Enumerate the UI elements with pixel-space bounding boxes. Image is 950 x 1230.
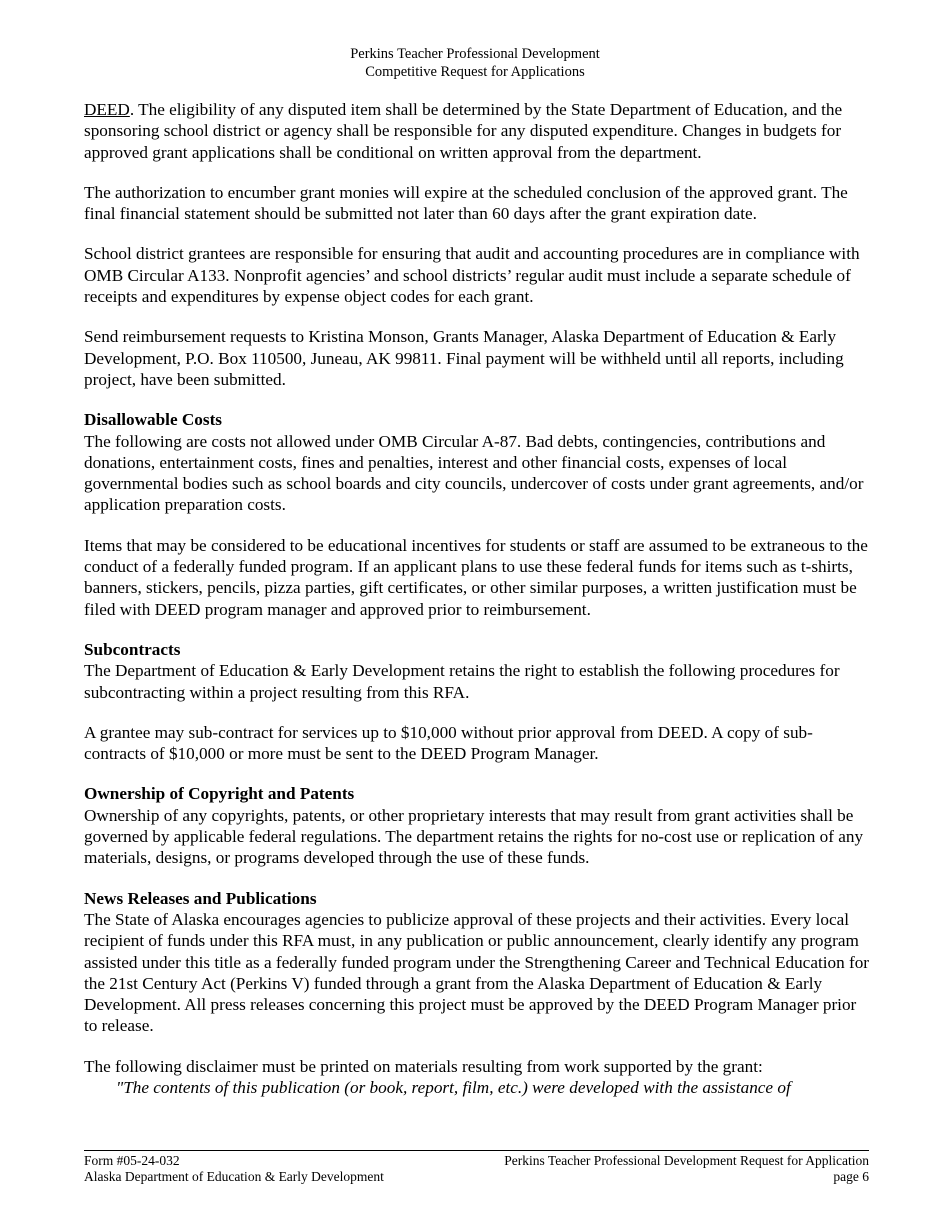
section-subcontracts xyxy=(84,639,870,703)
footer-divider xyxy=(84,1150,869,1151)
header-title: Perkins Teacher Professional Development xyxy=(350,46,600,62)
paragraph-disallowable-costs: The following are costs not allowed under OMB Circular A-87. Bad debts, contingencies, contributions and donations, entertainment costs, fines and penalties, interest and other financial costs, expenses of local governmental bodies such as school boards and city councils, undercover of costs under grant agreements, and/or application preparation costs. xyxy=(84,431,864,515)
page-header xyxy=(0,45,950,81)
section-copyright-patents xyxy=(84,783,870,868)
paragraph-reimbursement-requests: Send reimbursement requests to Kristina Monson, Grants Manager, Alaska Department of Education & Early Development, P.O. Box 110500, Juneau, AK 99811. Final payment will be withheld until all reports, including project, have been submitted. xyxy=(84,327,844,389)
footer-doc-title: Perkins Teacher Professional Development Request for Application xyxy=(504,1153,869,1168)
paragraph-copyright-patents: Ownership of any copyrights, patents, or other proprietary interests that may result from grant activities shall be governed by applicable federal regulations. The department retains the rights for no-cost use or replication of any materials, designs, or programs developed through the use of these funds. xyxy=(84,805,864,868)
document-body xyxy=(84,99,870,1098)
section-disallowable-costs xyxy=(84,409,870,515)
paragraph-news-releases: The State of Alaska encourages agencies to publicize approval of these projects and their activities. Every local recipient of funds under this RFA must, in any publication or public announcement, clearly identify any program assisted under this title as a federally funded program under the Strengthening Career and Technical Education for the 21st Century Act (Perkins V) funded through a grant from the Alaska Department of Education & Early Development. All press releases concerning this project must be approved by the DEED Program Manager prior to release. xyxy=(84,909,870,1036)
section-news-releases xyxy=(84,888,870,1037)
heading-copyright-patents: Ownership of Copyright and Patents xyxy=(84,784,355,804)
paragraph-encumber-authorization: The authorization to encumber grant monies will expire at the scheduled conclusion of the approved grant. The final financial statement should be submitted not later than 60 days after the grant expiration date. xyxy=(84,182,848,224)
disclaimer-quote: "The contents of this publication (or book, report, film, etc.) were developed with the assistance of xyxy=(116,1077,791,1097)
footer-form-number: Form #05-24-032 xyxy=(84,1153,180,1168)
paragraph-audit-procedures: School district grantees are responsible for ensuring that audit and accounting procedures are in compliance with OMB Circular A133. Nonprofit agencies’ and school districts’ regular audit must include a separate schedule of receipts and expenditures by expense object codes for each grant. xyxy=(84,244,860,307)
paragraph-subcontracts: The Department of Education & Early Development retains the right to establish the following procedures for subcontracting within a project resulting from this RFA. xyxy=(84,661,840,702)
paragraph-subcontract-limit: A grantee may sub-contract for services up to $10,000 without prior approval from DEED. A copy of sub-contracts of $10,000 or more must be sent to the DEED Program Manager. xyxy=(84,722,813,764)
heading-news-releases: News Releases and Publications xyxy=(84,888,317,908)
footer-department: Alaska Department of Education & Early Development xyxy=(84,1169,384,1184)
heading-disallowable-costs: Disallowable Costs xyxy=(84,410,222,430)
disclaimer-intro: The following disclaimer must be printed on materials resulting from work supported by the grant: xyxy=(84,1056,763,1076)
footer-left xyxy=(84,1153,384,1185)
heading-subcontracts: Subcontracts xyxy=(84,639,181,659)
header-subtitle: Competitive Request for Applications xyxy=(365,64,585,80)
deed-link[interactable]: DEED xyxy=(84,100,130,119)
paragraph-text: . The eligibility of any disputed item shall be determined by the State Department of Education, and the sponsoring school district or agency shall be responsible for any disputed expenditure. Changes in budgets for approved grant applications shall be conditional on written approval from the department. xyxy=(84,100,843,162)
footer-right xyxy=(504,1153,869,1185)
footer-page-number: page 6 xyxy=(833,1169,869,1184)
paragraph-disclaimer xyxy=(84,1056,870,1099)
paragraph-educational-incentives: Items that may be considered to be educational incentives for students or staff are assumed to be extraneous to the conduct of a federally funded program. If an applicant plans to use these federal funds for items such as t-shirts, banners, stickers, pencils, pizza parties, gift certificates, or other similar purposes, a written justification must be filed with DEED program manager and approved prior to reimbursement. xyxy=(84,535,868,619)
paragraph-disputed-items xyxy=(84,99,870,163)
